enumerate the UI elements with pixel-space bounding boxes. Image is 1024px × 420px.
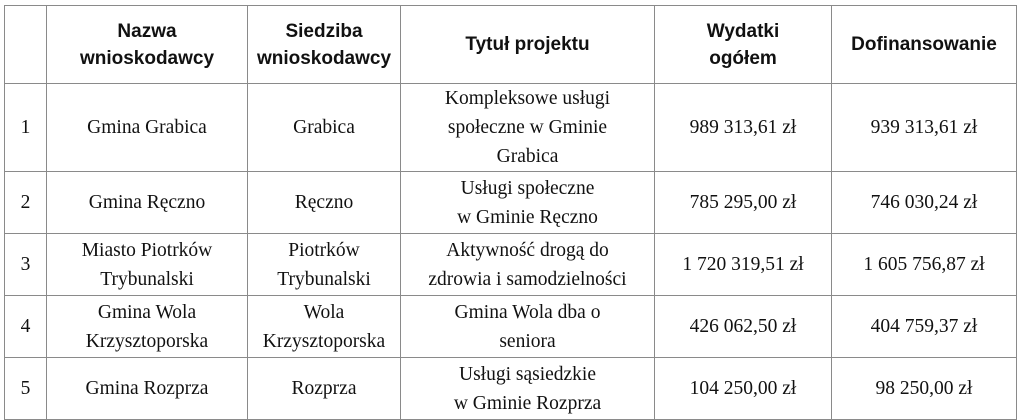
row-number: 4 [5, 296, 47, 358]
table-row [5, 172, 1017, 234]
applicant-seat: Wola Krzysztoporska [248, 296, 401, 358]
table-row [5, 234, 1017, 296]
applicant-name: Gmina Grabica [47, 84, 248, 172]
header-number [5, 6, 47, 84]
table-row [5, 358, 1017, 420]
project-title: Kompleksowe usługi społeczne w Gminie Grabica [401, 84, 655, 172]
funding-amount: 1 605 756,87 zł [832, 234, 1017, 296]
funding-amount: 939 313,61 zł [832, 84, 1017, 172]
grants-table [4, 5, 1017, 420]
header-applicant-name: Nazwa wnioskodawcy [47, 6, 248, 84]
applicant-seat: Rozprza [248, 358, 401, 420]
header-project-title: Tytuł projektu [401, 6, 655, 84]
applicant-name: Gmina Ręczno [47, 172, 248, 234]
table-row [5, 296, 1017, 358]
applicant-name: Gmina Rozprza [47, 358, 248, 420]
total-expenses: 426 062,50 zł [655, 296, 832, 358]
total-expenses: 785 295,00 zł [655, 172, 832, 234]
header-applicant-seat: Siedziba wnioskodawcy [248, 6, 401, 84]
row-number: 3 [5, 234, 47, 296]
applicant-seat: Ręczno [248, 172, 401, 234]
funding-amount: 746 030,24 zł [832, 172, 1017, 234]
applicant-name: Gmina Wola Krzysztoporska [47, 296, 248, 358]
table-row [5, 84, 1017, 172]
project-title: Gmina Wola dba o seniora [401, 296, 655, 358]
header-funding: Dofinansowanie [832, 6, 1017, 84]
row-number: 2 [5, 172, 47, 234]
total-expenses: 1 720 319,51 zł [655, 234, 832, 296]
row-number: 5 [5, 358, 47, 420]
total-expenses: 989 313,61 zł [655, 84, 832, 172]
project-title: Usługi społeczne w Gminie Ręczno [401, 172, 655, 234]
funding-amount: 98 250,00 zł [832, 358, 1017, 420]
project-title: Usługi sąsiedzkie w Gminie Rozprza [401, 358, 655, 420]
header-total-expenses: Wydatki ogółem [655, 6, 832, 84]
project-title: Aktywność drogą do zdrowia i samodzielności [401, 234, 655, 296]
applicant-seat: Grabica [248, 84, 401, 172]
applicant-seat: Piotrków Trybunalski [248, 234, 401, 296]
table-header-row [5, 6, 1017, 84]
row-number: 1 [5, 84, 47, 172]
funding-amount: 404 759,37 zł [832, 296, 1017, 358]
total-expenses: 104 250,00 zł [655, 358, 832, 420]
applicant-name: Miasto Piotrków Trybunalski [47, 234, 248, 296]
